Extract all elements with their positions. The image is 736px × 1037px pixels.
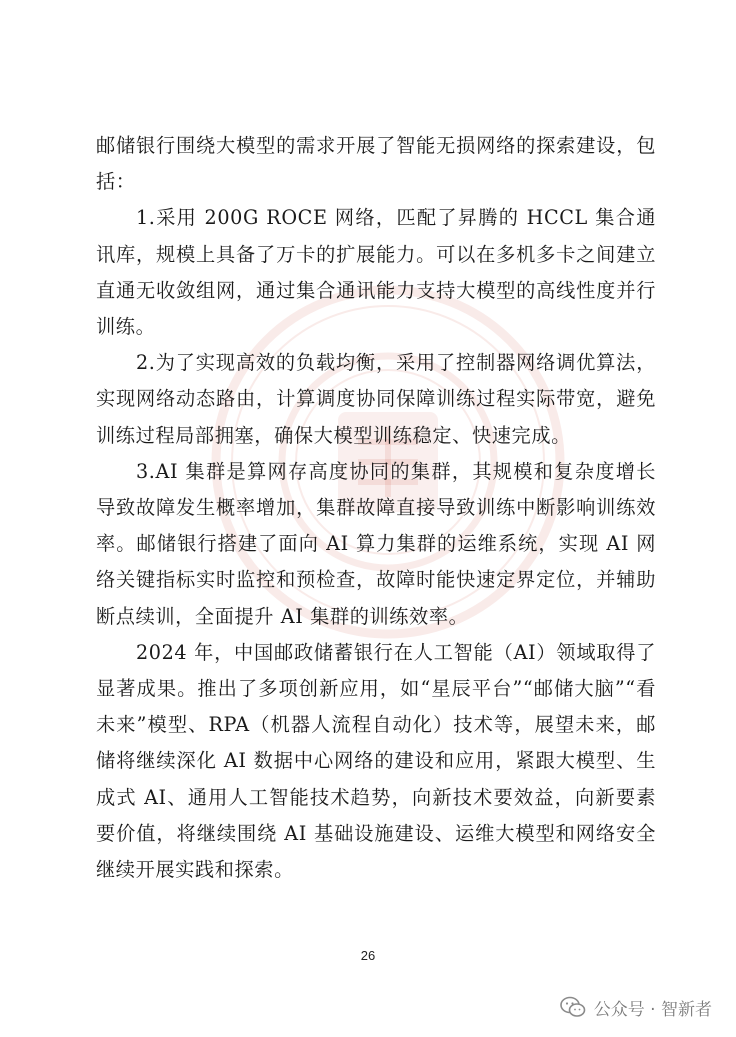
watermark-label: 公众号 · 智新者	[593, 999, 712, 1020]
document-body	[96, 128, 656, 888]
paragraph-1: 邮储银行围绕大模型的需求开展了智能无损网络的探索建设，包括：	[96, 134, 656, 194]
wechat-icon	[560, 996, 586, 1018]
wechat-watermark	[560, 994, 712, 1020]
paragraph-2: 1.采用 200G ROCE 网络，匹配了昇腾的 HCCL 集合通讯库，规模上具备了万卡的扩展能力。可以在多机多卡之间建立直通无收敛组网，通过集合通讯能力支持大模型的高线性度并行训练。	[96, 206, 656, 339]
paragraph-5: 2024 年，中国邮政储蓄银行在人工智能（AI）领域取得了显著成果。推出了多项创新应用，如“星辰平台”“邮储大脑”“看未来”模型、RPA（机器人流程自动化）技术等，展望未来，邮储将继续深化 AI 数据中心网络的建设和应用，紧跟大模型、生成式 AI、通用人工智能技术趋势，向新技术要效益，向新要素要价值，将继续围绕 AI 基础设施建设、运维大模型和网络安全继续开展实践和探索。	[96, 640, 656, 882]
paragraph-3: 2.为了实现高效的负载均衡，采用了控制器网络调优算法，实现网络动态路由，计算调度协同保障训练过程实际带宽，避免训练过程局部拥塞，确保大模型训练稳定、快速完成。	[96, 351, 656, 447]
page-number: 26	[360, 948, 376, 963]
paragraph-4: 3.AI 集群是算网存高度协同的集群，其规模和复杂度增长导致故障发生概率增加，集群故障直接导致训练中断影响训练效率。邮储银行搭建了面向 AI 算力集群的运维系统，实现 AI 网络关键指标实时监控和预检查，故障时能快速定界定位，并辅助断点续训，全面提升 AI 集群的训练效率。	[96, 459, 656, 628]
